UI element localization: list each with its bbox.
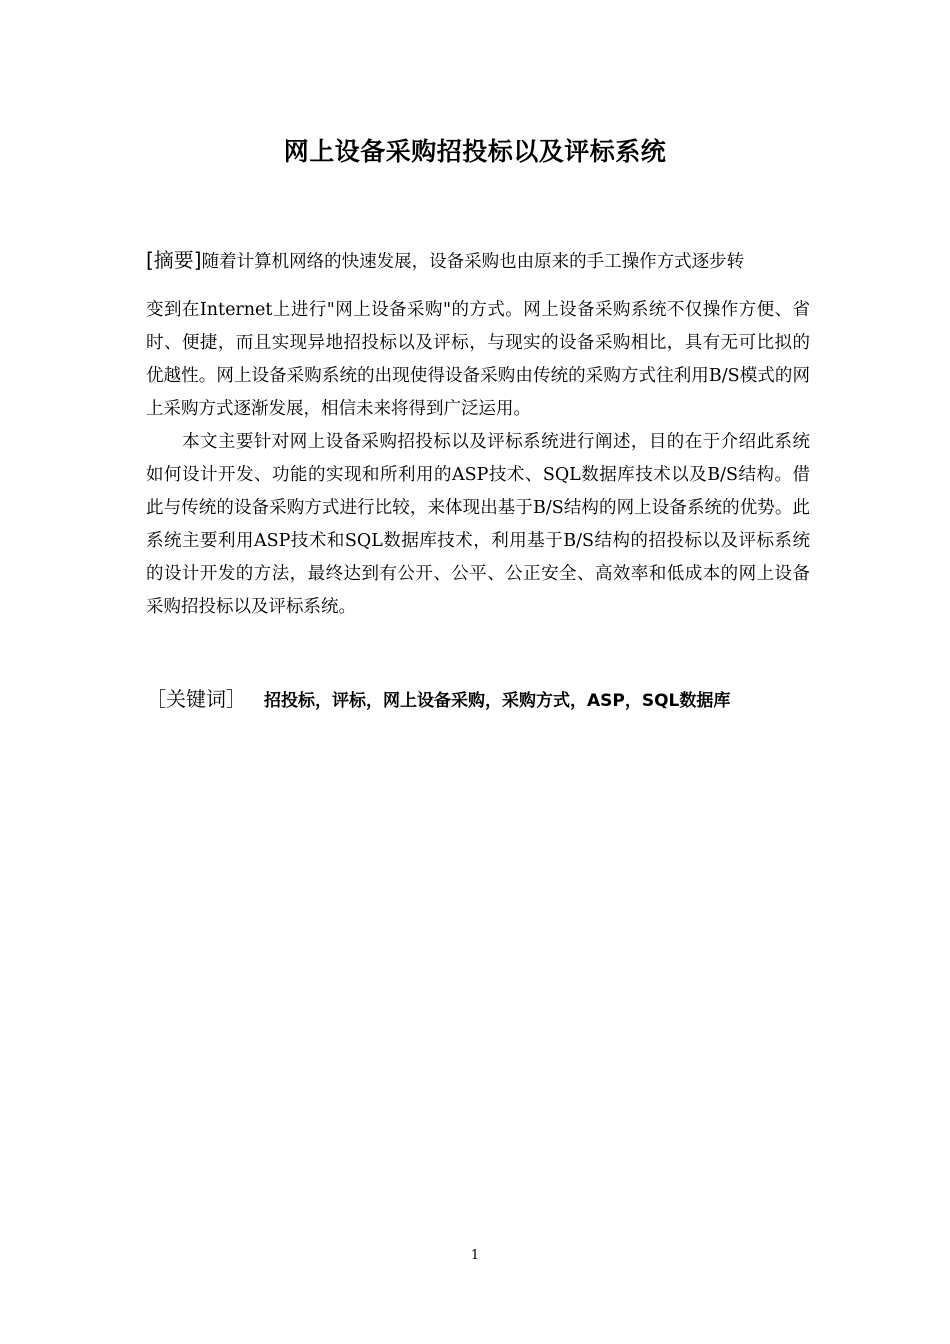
keywords-line xyxy=(146,682,810,718)
abstract-label: [摘要] xyxy=(146,248,202,272)
abstract-section xyxy=(146,244,810,624)
keywords-label: ［关键词］ xyxy=(146,687,246,711)
abstract-first-line-text: 随着计算机网络的快速发展，设备采购也由原来的手工操作方式逐步转 xyxy=(201,252,745,272)
page-title: 网上设备采购招投标以及评标系统 xyxy=(283,137,667,166)
abstract-paragraph-1: 变到在Internet上进行"网上设备采购"的方式。网上设备采购系统不仅操作方便、省时、便捷，而且实现异地招投标以及评标，与现实的设备采购相比，具有无可比拟的优越性。网上设备采购系统的出现使得设备采购由传统的采购方式往利用B/S模式的网上采购方式逐渐发展，相信未来将得到广泛运用。 xyxy=(146,300,810,419)
page-number: 1 xyxy=(470,1248,480,1263)
abstract-first-line xyxy=(146,244,810,279)
abstract-paragraph-2: 本文主要针对网上设备采购招投标以及评标系统进行阐述，目的在于介绍此系统如何设计开发、功能的实现和所利用的ASP技术、SQL数据库技术以及B/S结构。借此与传统的设备采购方式进行比较，来体现出基于B/S结构的网上设备系统的优势。此系统主要利用ASP技术和SQL数据库技术，利用基于B/S结构的招投标以及评标系统的设计开发的方法，最终达到有公开、公平、公正安全、高效率和低成本的网上设备采购招投标以及评标系统。 xyxy=(146,432,810,617)
keywords-text: 招投标，评标，网上设备采购，采购方式，ASP，SQL数据库 xyxy=(264,691,731,711)
